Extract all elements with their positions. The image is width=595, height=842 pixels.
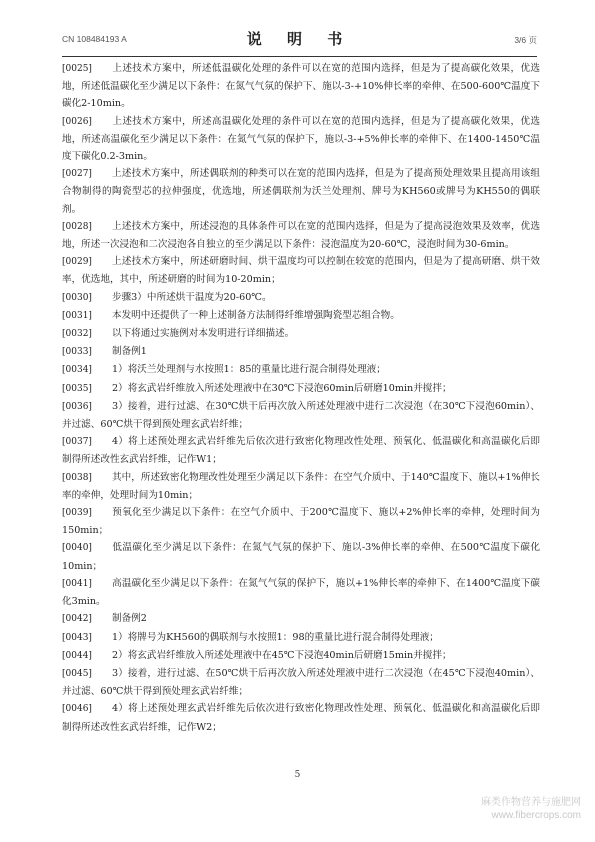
page-number: 5	[294, 770, 301, 780]
paragraph-number: [0033]	[62, 347, 92, 358]
paragraph-text: 低温碳化至少满足以下条件：在氮气气氛的保护下、施以-3%伸长率的牵伸、在500℃温度下碳化10min；	[62, 542, 540, 572]
paragraph	[62, 325, 540, 343]
page-header	[62, 28, 537, 50]
header-divider	[62, 56, 537, 57]
paragraph-text: 步骤3）中所述烘干温度为20-60℃。	[112, 291, 272, 303]
description-body	[62, 60, 540, 736]
paragraph	[62, 700, 540, 735]
paragraph-number: [0031]	[62, 310, 92, 321]
paragraph-number: [0039]	[62, 508, 92, 519]
paragraph-text: 制备例1	[112, 346, 147, 358]
paragraph-text: 上述技术方案中，所述高温碳化处理的条件可以在宽的范围内选择，但是为了提高碳化效果，优选地，所述高温碳化至少满足以下条件：在氮气气氛的保护下，施以-3-+5%伸长率的牵伸下、在1400-1450℃温度下碳化0.2-3min。	[62, 115, 540, 163]
paragraph-number: [0044]	[62, 650, 92, 661]
paragraph	[62, 113, 540, 166]
paragraph	[62, 307, 540, 325]
paragraph-number: [0028]	[62, 221, 92, 232]
paragraph-number: [0043]	[62, 632, 92, 643]
paragraph	[62, 60, 540, 113]
paragraph	[62, 343, 540, 361]
paragraph-text: 3）接着，进行过滤、在30℃烘干后再次放入所述处理液中进行二次浸泡（在30℃下浸泡60min）、并过滤、60℃烘干得到预处理玄武岩纤维；	[62, 400, 540, 431]
paragraph-number: [0038]	[62, 472, 92, 483]
paragraph-text: 上述技术方案中，所述研磨时间、烘干温度均可以控制在较宽的范围内，但是为了提高研磨、烘干效率，优选地，其中，所述研磨的时间为10-20min；	[62, 256, 540, 286]
paragraph-number: [0032]	[62, 329, 92, 340]
paragraph-number: [0036]	[62, 401, 92, 412]
paragraph	[62, 433, 540, 468]
paragraph	[62, 253, 540, 288]
paragraph-text: 上述技术方案中，所述偶联剂的种类可以在宽的范围内选择，但是为了提高预处理效果且提高用该组合物制得的陶瓷型芯的拉伸强度，优选地，所述偶联剂为沃兰处理剂、牌号为KH560或牌号为KH550的偶联剂。	[62, 168, 540, 215]
paragraph	[62, 165, 540, 218]
paragraph-text: 4）将上述预处理玄武岩纤维先后依次进行致密化物理改性处理、预氧化、低温碳化和高温碳化后即制得所述改性玄武岩纤维，记作W2；	[62, 703, 540, 733]
paragraph-number: [0041]	[62, 578, 92, 589]
paragraph-text: 高温碳化至少满足以下条件：在氮气气氛的保护下，施以+1%伸长率的牵伸下、在1400℃温度下碳化3min。	[62, 577, 540, 608]
paragraph-text: 上述技术方案中，所述低温碳化处理的条件可以在宽的范围内选择，但是为了提高碳化效果，优选地，所述低温碳化至少满足以下条件：在氮气气氛的保护下、施以-3-+10%伸长率的牵伸、在500-600℃温度下碳化2-10min。	[62, 63, 540, 110]
paragraph-text: 2）将玄武岩纤维放入所述处理液中在30℃下浸泡60min后研磨10min并搅拌；	[112, 382, 452, 394]
paragraph-number: [0034]	[62, 365, 92, 376]
paragraph-text: 以下将通过实施例对本发明进行详细描述。	[112, 328, 295, 340]
paragraph	[62, 504, 540, 539]
paragraph-number: [0037]	[62, 437, 92, 448]
watermark-url: www.fibercrops.com	[491, 810, 581, 821]
site-watermark	[481, 796, 581, 822]
paragraph-text: 其中，所述致密化物理改性处理至少满足以下条件：在空气介质中、于140℃温度下、施以+1%伸长率的牵伸，处理时间为10min；	[62, 471, 540, 501]
paragraph-number: [0045]	[62, 668, 92, 679]
paragraph	[62, 629, 540, 647]
paragraph	[62, 610, 540, 628]
paragraph-text: 1）将牌号为KH560的偶联剂与水按照1：98的重量比进行混合制得处理液；	[112, 631, 439, 643]
paragraph-number: [0025]	[62, 64, 92, 74]
paragraph-number: [0026]	[62, 116, 92, 127]
paragraph	[62, 539, 540, 574]
paragraph	[62, 380, 540, 398]
paragraph	[62, 218, 540, 253]
paragraph-number: [0035]	[62, 383, 92, 394]
paragraph-text: 2）将玄武岩纤维放入所述处理液中在45℃下浸泡40min后研磨15min并搅拌；	[112, 649, 452, 661]
paragraph-number: [0040]	[62, 543, 92, 554]
paragraph	[62, 361, 540, 379]
document-title: 说 明 书	[246, 30, 353, 48]
patent-number: CN 108484193 A	[62, 34, 127, 44]
paragraph-number: [0030]	[62, 292, 92, 303]
paragraph	[62, 647, 540, 665]
paragraph-text: 制备例2	[112, 613, 147, 625]
paragraph-text: 上述技术方案中，所述浸泡的具体条件可以在宽的范围内选择，但是为了提高浸泡效果及效率，优选地，所述一次浸泡和二次浸泡各自独立的至少满足以下条件：浸泡温度为20-60℃，浸泡时间为30-6min。	[62, 220, 540, 251]
paragraph-text: 4）将上述预处理玄武岩纤维先后依次进行致密化物理改性处理、预氧化、低温碳化和高温碳化后即制得所述改性玄武岩纤维，记作W1；	[62, 436, 540, 466]
watermark-title: 麻类作物营养与施肥网	[481, 797, 581, 808]
paragraph	[62, 575, 540, 610]
paragraph	[62, 289, 540, 307]
paragraph	[62, 398, 540, 433]
paragraph-number: [0027]	[62, 169, 92, 180]
page-indicator: 3/6 页	[514, 35, 537, 45]
paragraph-text: 本发明中还提供了一种上述制备方法制得纤维增强陶瓷型芯组合物。	[112, 309, 400, 321]
paragraph	[62, 469, 540, 504]
paragraph-number: [0029]	[62, 257, 92, 268]
paragraph-number: [0046]	[62, 704, 92, 715]
paragraph-text: 3）接着，进行过滤、在50℃烘干后再次放入所述处理液中进行二次浸泡（在45℃下浸泡40min）、并过滤、60℃烘干得到预处理玄武岩纤维；	[62, 667, 540, 698]
paragraph-number: [0042]	[62, 614, 92, 625]
paragraph-text: 1）将沃兰处理剂与水按照1：85的重量比进行混合制得处理液；	[112, 364, 386, 376]
paragraph-text: 预氧化至少满足以下条件：在空气介质中、于200℃温度下、施以+2%伸长率的牵伸，处理时间为150min；	[62, 507, 540, 537]
paragraph	[62, 665, 540, 700]
